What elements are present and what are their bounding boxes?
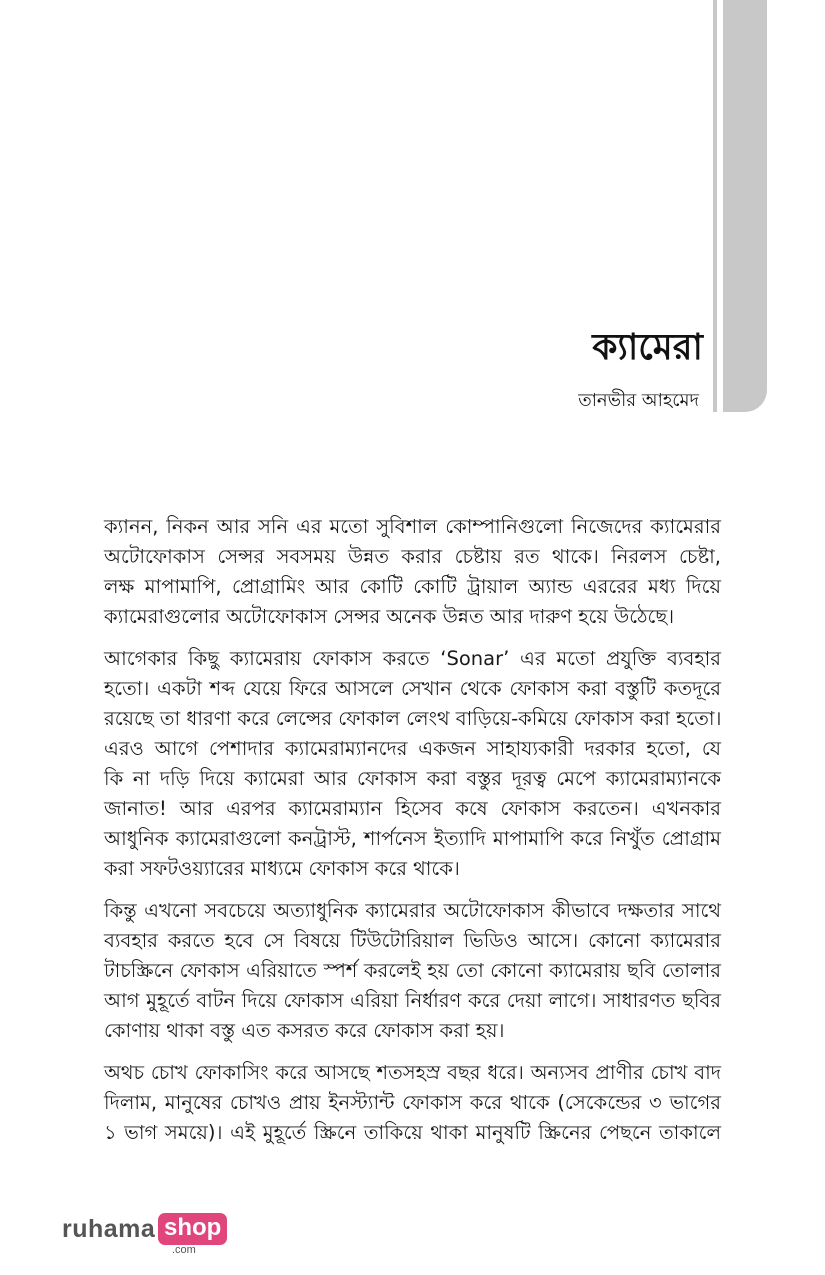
text-line: জানাত! আর এরপর ক্যামেরাম্যান হিসেব কষে ফোকাস করতেন। এখনকার bbox=[104, 797, 721, 820]
side-rule bbox=[713, 0, 717, 412]
text-line: ক্যানন, নিকন আর সনি এর মতো সুবিশাল কোম্পানিগুলো নিজেদের ক্যামেরার bbox=[104, 515, 721, 538]
paragraph-1 bbox=[104, 512, 721, 632]
text-line: লক্ষ মাপামাপি, প্রোগ্রামিং আর কোটি কোটি ট্রায়াল অ্যান্ড এররের মধ্য দিয়ে bbox=[104, 575, 721, 598]
body-text bbox=[104, 512, 721, 1160]
text-line: এরও আগে পেশাদার ক্যামেরাম্যানদের একজন সাহায্যকারী দরকার হতো, যে bbox=[104, 737, 721, 760]
paragraph-3 bbox=[104, 896, 721, 1046]
text-line: অথচ চোখ ফোকাসিং করে আসছে শতসহস্র বছর ধরে। অন্যসব প্রাণীর চোখ বাদ bbox=[104, 1061, 721, 1084]
text-line: করা সফটওয়্যারের মাধ্যমে ফোকাস করে থাকে। bbox=[104, 857, 460, 880]
chapter-side-tab bbox=[723, 0, 767, 412]
text-line: কিন্তু এখনো সবচেয়ে অত্যাধুনিক ক্যামেরার অটোফোকাস কীভাবে দক্ষতার সাথে bbox=[104, 899, 721, 922]
text-line: ক্যামেরাগুলোর অটোফোকাস সেন্সর অনেক উন্নত আর দারুণ হয়ে উঠেছে। bbox=[104, 605, 675, 628]
text-line: কোণায় থাকা বস্তু এত কসরত করে ফোকাস করা হয়। bbox=[104, 1019, 505, 1042]
logo-shop-badge: shop bbox=[158, 1213, 227, 1245]
text-line: ১ ভাগ সময়ে)। এই মুহূর্তে স্ক্রিনে তাকিয়ে থাকা মানুষটি স্ক্রিনের পেছনে তাকালে bbox=[104, 1121, 721, 1144]
paragraph-4 bbox=[104, 1058, 721, 1148]
text-line: রয়েছে তা ধারণা করে লেন্সের ফোকাল লেংথ বাড়িয়ে-কমিয়ে ফোকাস করা হতো। bbox=[104, 707, 722, 730]
text-line: কি না দড়ি দিয়ে ক্যামেরা আর ফোকাস করা বস্তুর দূরত্ব মেপে ক্যামেরাম্যানকে bbox=[104, 767, 721, 790]
publisher-logo[interactable] bbox=[62, 1213, 232, 1259]
paragraph-2 bbox=[104, 644, 721, 884]
logo-brand-text: ruhama bbox=[62, 1215, 156, 1243]
logo-domain-text: .com bbox=[172, 1244, 196, 1256]
text-line: টাচস্ক্রিনে ফোকাস এরিয়াতে স্পর্শ করলেই হয় তো কোনো ক্যামেরায় ছবি তোলার bbox=[104, 959, 721, 982]
text-line: দিলাম, মানুষের চোখও প্রায় ইনস্ট্যান্ট ফোকাস করে থাকে (সেকেন্ডের ৩ ভাগের bbox=[104, 1091, 721, 1114]
text-line: আগেকার কিছু ক্যামেরায় ফোকাস করতে ‘Sonar’ এর মতো প্রযুক্তি ব্যবহার bbox=[104, 647, 721, 670]
chapter-author: তানভীর আহমেদ bbox=[578, 390, 699, 411]
chapter-title: ক্যামেরা bbox=[592, 326, 703, 368]
text-line: আগ মুহূর্তে বাটন দিয়ে ফোকাস এরিয়া নির্ধারণ করে দেয়া লাগে। সাধারণত ছবির bbox=[104, 989, 721, 1012]
text-line: হতো। একটা শব্দ যেয়ে ফিরে আসলে সেখান থেকে ফোকাস করা বস্তুটি কতদূরে bbox=[104, 677, 721, 700]
text-line: অটোফোকাস সেন্সর সবসময় উন্নত করার চেষ্টায় রত থাকে। নিরলস চেষ্টা, bbox=[104, 545, 721, 568]
text-line: ব্যবহার করতে হবে সে বিষয়ে টিউটোরিয়াল ভিডিও আসে। কোনো ক্যামেরার bbox=[104, 929, 721, 952]
text-line: আধুনিক ক্যামেরাগুলো কনট্রাস্ট, শার্পনেস ইত্যাদি মাপামাপি করে নিখুঁত প্রোগ্রাম bbox=[104, 827, 721, 850]
